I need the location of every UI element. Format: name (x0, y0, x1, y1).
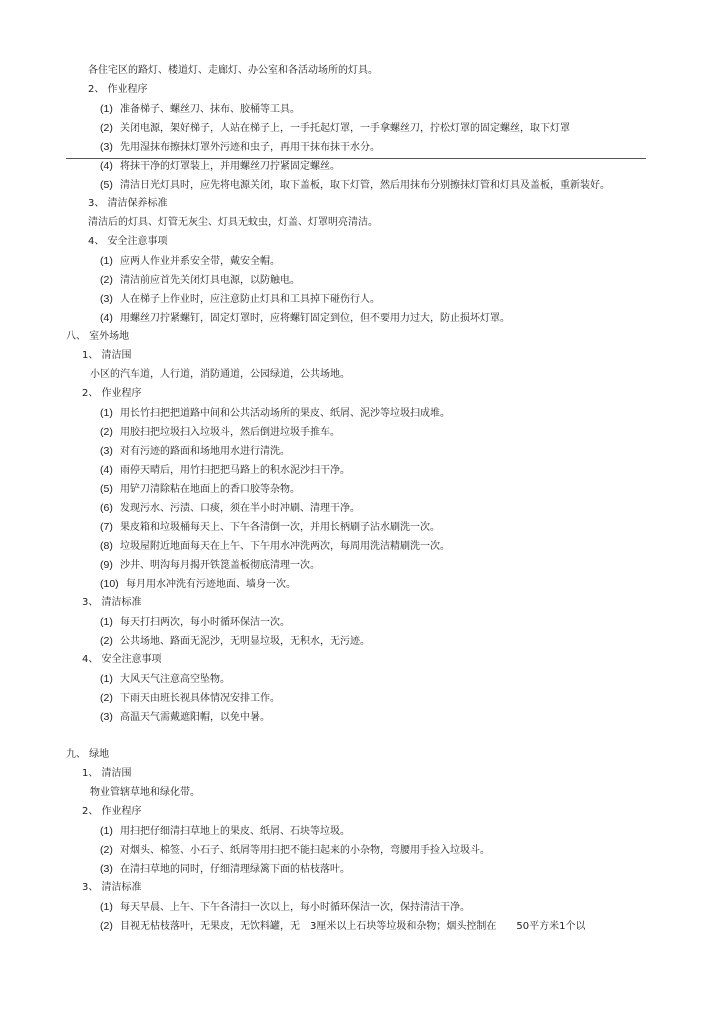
list-item: (3) 对有污迹的路面和场地用水进行清洗。 (100, 445, 290, 457)
list-item: (1) 每天打扫两次，每小时循环保洁一次。 (100, 616, 290, 628)
list-item: (8) 垃圾屋附近地面每天在上午、下午用水冲洗两次，每周用洗洁精刷洗一次。 (100, 540, 450, 552)
list-item: (3) 先用湿抹布擦抹灯罩外污迹和虫子，再用干抹布抹干水分。 (100, 141, 380, 153)
list-item: (1) 应两人作业并系安全带，戴安全帽。 (100, 255, 280, 267)
list-item: (1) 准备梯子、螺丝刀、抹布、胶桶等工具。 (100, 103, 300, 115)
list-item: (10) 每月用水冲洗有污迹地面、墙身一次。 (100, 578, 296, 590)
list-item: (4) 用螺丝刀拧紧螺钉，固定灯罩时，应将螺钉固定到位，但不要用力过大，防止损坏灯罩。 (100, 312, 510, 324)
list-item: (1) 用长竹扫把把道路中间和公共活动场所的果皮、纸屑、泥沙等垃圾扫成堆。 (100, 407, 450, 419)
list-item: (7) 果皮箱和垃圾桶每天上、下午各清倒一次，并用长柄刷子沾水刷洗一次。 (100, 521, 440, 533)
list-item: (2) 清洁前应首先关闭灯具电源，以防触电。 (100, 274, 300, 286)
list-item: (2) 公共场地、路面无泥沙，无明显垃圾，无积水，无污迹。 (100, 635, 370, 647)
section-heading: 九、 绿地 (66, 749, 110, 760)
subsection-heading: 3、 清洁标准 (82, 882, 142, 893)
subsection-heading: 3、 清洁标准 (82, 597, 142, 608)
list-item: (2) 用胶扫把垃圾扫入垃圾斗，然后倒进垃圾手推车。 (100, 426, 340, 438)
list-item: (9) 沙井、明沟每月揭开铁箆盖板彻底清理一次。 (100, 559, 320, 571)
list-item: (1) 大风天气注意高空坠物。 (100, 673, 230, 685)
subsection-heading: 2、 作业程序 (88, 84, 148, 95)
list-item: (6) 发现污水、污渍、口痰，须在半小时冲刷、清理干净。 (100, 502, 360, 514)
list-item: (5) 用铲刀清除粘在地面上的香口胶等杂物。 (100, 483, 300, 495)
list-item: (2) 对烟头、棉签、小石子、纸屑等用扫把不能扫起来的小杂物，弯腰用手捡入垃圾斗。 (100, 844, 490, 856)
subsection-heading: 1、 清洁围 (82, 768, 132, 779)
list-item: (5) 清洁日光灯具时，应先将电源关闭，取下盖板，取下灯管，然后用抹布分别擦抹灯管和灯具及盖板，重新装好。 (100, 179, 610, 191)
body-text: 清洁后的灯具、灯管无灰尘、灯具无蚊虫，灯盖、灯罩明亮清洁。 (88, 217, 378, 228)
subsection-heading: 1、 清洁围 (82, 350, 132, 361)
list-item: (4) 雨停天晴后，用竹扫把把马路上的积水泥沙扫干净。 (100, 464, 350, 476)
subsection-heading: 2、 作业程序 (82, 388, 142, 399)
list-item: (3) 高温天气需戴遮阳帽，以免中暑。 (100, 711, 270, 723)
body-text: 小区的汽车道，人行道，消防通道，公园绿道，公共场地。 (90, 369, 350, 380)
subsection-heading: 4、 安全注意事项 (88, 236, 168, 247)
subsection-heading: 3、 清洁保养标准 (88, 198, 168, 209)
list-item: (1) 用扫把仔细清扫草地上的果皮、纸屑、石块等垃圾。 (100, 825, 350, 837)
list-item: (2) 下雨天由班长视具体情况安排工作。 (100, 692, 280, 704)
subsection-heading: 4、 安全注意事项 (82, 654, 162, 665)
body-text: 物业管辖草地和绿化带。 (90, 787, 200, 798)
list-item: (3) 人在梯子上作业时，应注意防止灯具和工具掉下碰伤行人。 (100, 293, 380, 305)
section-heading: 八、 室外场地 (66, 331, 130, 342)
subsection-heading: 2、 作业程序 (82, 806, 142, 817)
list-item: (2) 目视无枯枝落叶，无果皮，无饮料罐，无 3厘米以上石块等垃圾和杂物；烟头控制在 50平方米1个以 (100, 920, 586, 932)
list-item: (1) 每天早晨、上午、下午各清扫一次以上，每小时循环保洁一次，保持清洁干净。 (100, 901, 470, 913)
body-text: 各住宅区的路灯、楼道灯、走廊灯、办公室和各活动场所的灯具。 (88, 65, 378, 76)
list-item: (4) 将抹干净的灯罩装上，并用螺丝刀拧紧固定螺丝。 (100, 160, 340, 172)
list-item: (2) 关闭电源，架好梯子，人站在梯子上，一手托起灯罩，一手拿螺丝刀，拧松灯罩的固定螺丝，取下灯罩 (100, 122, 570, 134)
list-item: (3) 在清扫草地的同时，仔细清理绿篱下面的枯枝落叶。 (100, 863, 350, 875)
